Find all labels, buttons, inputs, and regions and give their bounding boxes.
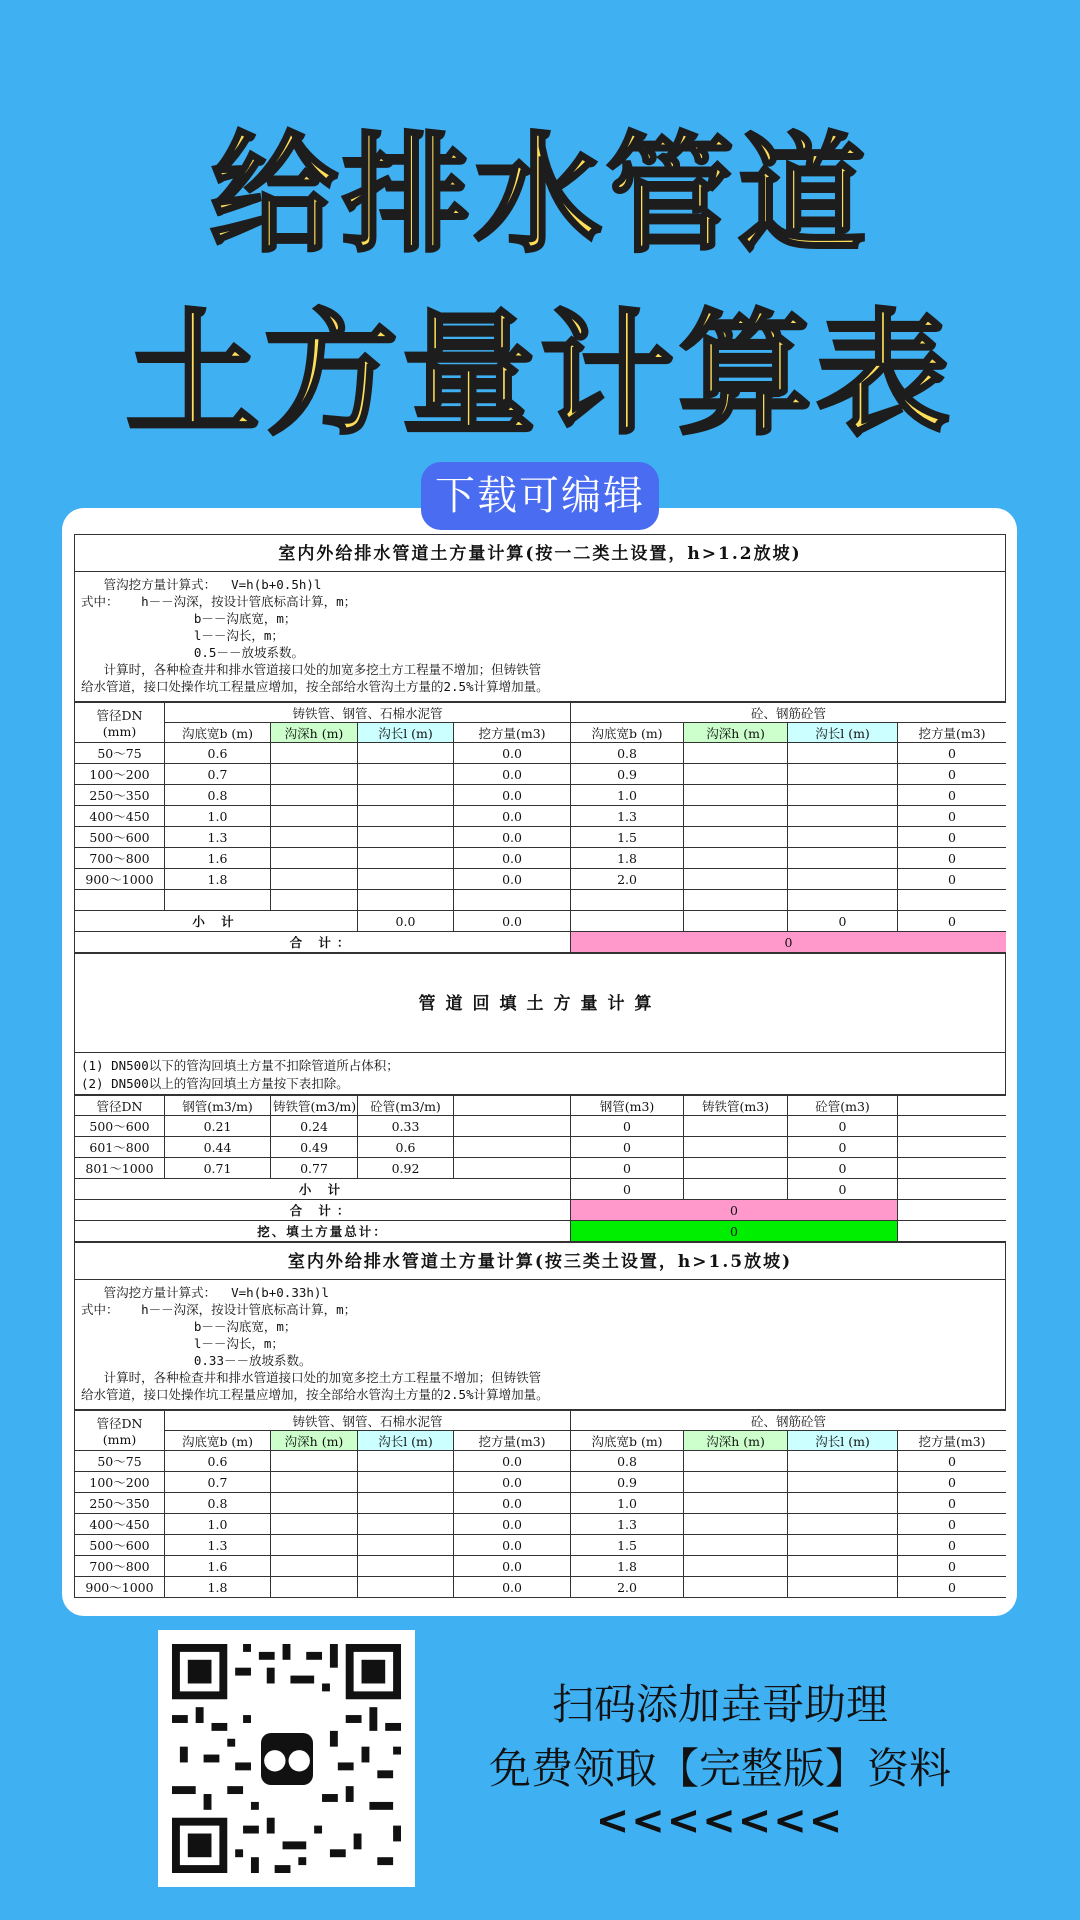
table-row	[75, 764, 1007, 785]
cta-line1: 扫码添加垚哥助理	[551, 1680, 888, 1729]
cell-length[interactable]	[358, 764, 454, 785]
col-dn-header: 管径DN (mm)	[75, 703, 165, 743]
cell-volume: 0	[898, 1556, 1006, 1577]
group2-header: 砼、钢筋砼管	[571, 1411, 1006, 1431]
subtotal-length: 0	[788, 911, 898, 932]
cell-conc-volume: 0	[788, 1137, 898, 1158]
cell-volume: 0.0	[454, 1535, 571, 1556]
cell-dn: 500～600	[75, 827, 165, 848]
table-row	[75, 1158, 1007, 1179]
cell-width[interactable]: 0.7	[165, 764, 271, 785]
cell-width[interactable]: 2.0	[571, 869, 684, 890]
backfill-notes: (1) DN500以下的管沟回填土方量不扣除管道所占体积； (2) DN500以上的管沟回填土方量按下表扣除。	[74, 1053, 1006, 1095]
cell-length[interactable]	[358, 806, 454, 827]
cell-length[interactable]	[788, 764, 898, 785]
wechat-icon: ●●	[261, 1733, 313, 1785]
col-width-header: 沟底宽b (m)	[571, 1431, 684, 1451]
cell-dn: 900～1000	[75, 1577, 165, 1598]
cell-volume: 0.0	[454, 869, 571, 890]
cell-depth[interactable]	[684, 806, 788, 827]
cell-width[interactable]: 1.8	[165, 1577, 271, 1598]
col-iron-header: 铸铁管(m3)	[684, 1096, 788, 1116]
cell-depth[interactable]	[684, 1535, 788, 1556]
cell-length[interactable]	[358, 1577, 454, 1598]
cell-length[interactable]	[358, 785, 454, 806]
total-value: 0	[571, 932, 1006, 953]
cell-length[interactable]	[358, 743, 454, 764]
subtotal-conc: 0	[788, 1179, 898, 1200]
cell-volume: 0.0	[454, 743, 571, 764]
cell-width[interactable]: 1.0	[165, 806, 271, 827]
cell-volume: 0	[898, 1451, 1006, 1472]
cell-width[interactable]: 0.8	[165, 785, 271, 806]
table-row	[75, 785, 1007, 806]
cell-width[interactable]: 0.7	[165, 1472, 271, 1493]
table-row	[75, 743, 1007, 764]
cell-volume: 0.0	[454, 806, 571, 827]
cell-volume: 0.0	[454, 785, 571, 806]
cell-depth[interactable]	[684, 1493, 788, 1514]
table-row	[75, 1514, 1007, 1535]
cell-volume: 0	[898, 1514, 1006, 1535]
cell-length[interactable]	[788, 1535, 898, 1556]
cell-width[interactable]: 1.3	[165, 1535, 271, 1556]
cell-depth[interactable]	[271, 764, 358, 785]
total-row	[75, 932, 1007, 953]
cell-dn: 50～75	[75, 1451, 165, 1472]
cell-dn: 100～200	[75, 764, 165, 785]
cell-depth[interactable]	[271, 1535, 358, 1556]
subtotal-label: 小 计	[75, 1179, 571, 1200]
cell-dn: 400～450	[75, 1514, 165, 1535]
section2-table	[74, 1410, 1006, 1598]
cell-dn: 900～1000	[75, 869, 165, 890]
cell-length[interactable]	[358, 1451, 454, 1472]
cell-length[interactable]	[788, 806, 898, 827]
cell-volume: 0	[898, 848, 1006, 869]
cell-depth[interactable]	[271, 848, 358, 869]
grand-total-row	[75, 1221, 1007, 1242]
cell-width[interactable]: 1.6	[165, 1556, 271, 1577]
cell-volume: 0	[898, 743, 1006, 764]
subtotal-row	[75, 911, 1007, 932]
cell-depth[interactable]	[271, 743, 358, 764]
cell-length[interactable]	[358, 1514, 454, 1535]
table-row	[75, 1451, 1007, 1472]
cell-conc: 0.92	[358, 1158, 454, 1179]
col-conc-unit-header: 砼管(m3/m)	[358, 1096, 454, 1116]
cell-volume: 0.0	[454, 827, 571, 848]
col-dn-header: 管径DN (mm)	[75, 1411, 165, 1451]
cell-width[interactable]: 1.3	[571, 1514, 684, 1535]
cell-dn: 100～200	[75, 1472, 165, 1493]
subtotal-steel: 0	[571, 1179, 684, 1200]
cta-arrows: <<<<<<<	[595, 1798, 845, 1844]
col-conc-header: 砼管(m3)	[788, 1096, 898, 1116]
section1-table	[74, 702, 1006, 953]
col-dn-header: 管径DN	[75, 1096, 165, 1116]
cell-volume: 0	[898, 764, 1006, 785]
cell-depth[interactable]	[684, 1514, 788, 1535]
cta-line2: 免费领取【完整版】资料	[488, 1744, 951, 1793]
cell-volume: 0.0	[454, 1556, 571, 1577]
cell-width[interactable]: 0.8	[571, 1451, 684, 1472]
cell-length[interactable]	[788, 869, 898, 890]
col-volume-header: 挖方量(m3)	[454, 723, 571, 743]
cell-depth[interactable]	[684, 1472, 788, 1493]
cell-depth[interactable]	[684, 1451, 788, 1472]
col-depth-header: 沟深h (m)	[271, 1431, 358, 1451]
col-volume-header: 挖方量(m3)	[898, 723, 1006, 743]
table-row	[75, 1577, 1007, 1598]
cell-width[interactable]: 1.3	[571, 806, 684, 827]
cell-depth[interactable]	[271, 1556, 358, 1577]
cell-width[interactable]: 0.8	[165, 1493, 271, 1514]
cell-conc: 0.6	[358, 1137, 454, 1158]
cell-conc-volume: 0	[788, 1158, 898, 1179]
cell-dn: 250～350	[75, 785, 165, 806]
cell-length[interactable]	[788, 1451, 898, 1472]
subtotal-row	[75, 1179, 1007, 1200]
group2-header: 砼、钢筋砼管	[571, 703, 1006, 723]
cell-volume: 0.0	[454, 848, 571, 869]
cell-volume: 0.0	[454, 1514, 571, 1535]
col-iron-unit-header: 铸铁管(m3/m)	[271, 1096, 358, 1116]
cell-length[interactable]	[358, 1556, 454, 1577]
table-row	[75, 848, 1007, 869]
cell-width[interactable]: 0.9	[571, 764, 684, 785]
cell-iron: 0.24	[271, 1116, 358, 1137]
cell-depth[interactable]	[684, 1577, 788, 1598]
col-length-header: 沟长l (m)	[788, 723, 898, 743]
col-width-header: 沟底宽b (m)	[165, 723, 271, 743]
grand-total-label: 挖、填土方量总计：	[75, 1221, 571, 1242]
cell-dn: 400～450	[75, 806, 165, 827]
table-row	[75, 1472, 1007, 1493]
cell-depth[interactable]	[271, 1472, 358, 1493]
cell-dn: 250～350	[75, 1493, 165, 1514]
cell-volume: 0	[898, 827, 1006, 848]
cell-dn: 500～600	[75, 1535, 165, 1556]
cell-width[interactable]: 1.0	[571, 1493, 684, 1514]
cell-width[interactable]: 1.0	[571, 785, 684, 806]
total-label: 合 计：	[75, 1200, 571, 1221]
cell-length[interactable]	[788, 1472, 898, 1493]
cell-conc: 0.33	[358, 1116, 454, 1137]
table-row	[75, 1535, 1007, 1556]
cell-width[interactable]: 2.0	[571, 1577, 684, 1598]
col-depth-header: 沟深h (m)	[684, 723, 788, 743]
total-row	[75, 1200, 1007, 1221]
cell-length[interactable]	[788, 1514, 898, 1535]
table-row	[75, 1116, 1007, 1137]
cell-dn: 700～800	[75, 1556, 165, 1577]
cell-dn: 500～600	[75, 1116, 165, 1137]
editable-badge: 下载可编辑	[421, 462, 659, 530]
cell-depth[interactable]	[271, 806, 358, 827]
cell-dn: 601～800	[75, 1137, 165, 1158]
cell-conc-volume: 0	[788, 1116, 898, 1137]
cell-width[interactable]: 1.8	[165, 869, 271, 890]
cell-volume: 0.0	[454, 764, 571, 785]
cell-iron: 0.49	[271, 1137, 358, 1158]
table-row	[75, 1493, 1007, 1514]
cell-length[interactable]	[358, 1493, 454, 1514]
cell-length[interactable]	[358, 1472, 454, 1493]
cell-depth[interactable]	[684, 1556, 788, 1577]
cell-depth[interactable]	[684, 785, 788, 806]
cell-length[interactable]	[788, 827, 898, 848]
cell-volume: 0	[898, 1472, 1006, 1493]
cell-steel-volume: 0	[571, 1158, 684, 1179]
table-row-empty	[75, 890, 1007, 911]
cell-width[interactable]: 1.3	[165, 827, 271, 848]
cell-depth[interactable]	[684, 743, 788, 764]
cell-depth[interactable]	[271, 827, 358, 848]
section2-title: 室内外给排水管道土方量计算(按三类土设置，h>1.5放坡)	[74, 1242, 1006, 1280]
subtotal-volume: 0.0	[454, 911, 571, 932]
cell-length[interactable]	[788, 1577, 898, 1598]
cell-depth[interactable]	[684, 869, 788, 890]
cell-depth[interactable]	[271, 1577, 358, 1598]
poster-headline-line1: 给排水管道	[209, 121, 870, 270]
table-row	[75, 1556, 1007, 1577]
group1-header: 铸铁管、钢管、石棉水泥管	[165, 703, 571, 723]
col-volume-header: 挖方量(m3)	[898, 1431, 1006, 1451]
total-label: 合 计：	[75, 932, 571, 953]
cell-depth[interactable]	[271, 1451, 358, 1472]
cell-volume: 0	[898, 1535, 1006, 1556]
table-row	[75, 806, 1007, 827]
subtotal-length: 0.0	[358, 911, 454, 932]
cell-width[interactable]: 0.6	[165, 1451, 271, 1472]
section2-notes: 管沟挖方量计算式： V=h(b+0.33h)l 式中： h－－沟深，按设计管底标高计算，m； b－－沟底宽，m； l－－沟长，m； 0.33－－放坡系数。 计算时，各种检查井和排水管道接口处的加宽多挖土方工程量不增加；但铸铁管 给水管道，接口处操作坑工程量应增加，按全部给水管沟土方量的2.5%计算增加量。	[74, 1280, 1006, 1410]
backfill-table	[74, 1095, 1006, 1242]
cell-volume: 0	[898, 785, 1006, 806]
cell-volume: 0	[898, 869, 1006, 890]
cell-length[interactable]	[358, 848, 454, 869]
col-length-header: 沟长l (m)	[358, 1431, 454, 1451]
qr-code[interactable]	[158, 1630, 415, 1887]
backfill-title: 管道回填土方量计算	[74, 953, 1006, 1053]
col-volume-header: 挖方量(m3)	[454, 1431, 571, 1451]
cell-width[interactable]: 1.8	[571, 848, 684, 869]
cell-depth[interactable]	[271, 785, 358, 806]
col-depth-header: 沟深h (m)	[271, 723, 358, 743]
poster-headline-line2: 土方量计算表	[125, 297, 954, 453]
cell-depth[interactable]	[271, 869, 358, 890]
cell-width[interactable]: 1.0	[165, 1514, 271, 1535]
spreadsheet-card	[62, 508, 1017, 1616]
cell-volume: 0	[898, 806, 1006, 827]
cell-depth[interactable]	[271, 1493, 358, 1514]
cell-length[interactable]	[358, 827, 454, 848]
section1-title: 室内外给排水管道土方量计算(按一二类土设置，h>1.2放坡)	[74, 534, 1006, 572]
col-steel-header: 钢管(m3)	[571, 1096, 684, 1116]
cell-volume: 0.0	[454, 1472, 571, 1493]
cell-length[interactable]	[358, 1535, 454, 1556]
cell-width[interactable]: 0.9	[571, 1472, 684, 1493]
spreadsheet	[74, 534, 1006, 1614]
cell-length[interactable]	[788, 1556, 898, 1577]
col-steel-unit-header: 钢管(m3/m)	[165, 1096, 271, 1116]
cell-width[interactable]: 0.6	[165, 743, 271, 764]
col-width-header: 沟底宽b (m)	[571, 723, 684, 743]
table-row	[75, 827, 1007, 848]
cell-dn: 700～800	[75, 848, 165, 869]
total-value: 0	[571, 1200, 898, 1221]
col-width-header: 沟底宽b (m)	[165, 1431, 271, 1451]
cell-steel-volume: 0	[571, 1137, 684, 1158]
grand-total-value: 0	[571, 1221, 898, 1242]
cell-volume: 0	[898, 1493, 1006, 1514]
cell-width[interactable]: 0.8	[571, 743, 684, 764]
cell-steel-volume: 0	[571, 1116, 684, 1137]
cell-width[interactable]: 1.6	[165, 848, 271, 869]
cell-volume: 0	[898, 1577, 1006, 1598]
cell-dn: 801～1000	[75, 1158, 165, 1179]
cell-dn: 50～75	[75, 743, 165, 764]
cell-volume: 0.0	[454, 1493, 571, 1514]
cell-width[interactable]: 1.5	[571, 1535, 684, 1556]
cell-iron: 0.77	[271, 1158, 358, 1179]
table-row	[75, 869, 1007, 890]
table-row	[75, 1137, 1007, 1158]
cell-depth[interactable]	[684, 764, 788, 785]
cell-length[interactable]	[788, 785, 898, 806]
col-depth-header: 沟深h (m)	[684, 1431, 788, 1451]
subtotal-label: 小 计	[75, 911, 358, 932]
cell-volume: 0.0	[454, 1577, 571, 1598]
section1-notes: 管沟挖方量计算式： V=h(b+0.5h)l 式中： h－－沟深，按设计管底标高计算，m； b－－沟底宽，m； l－－沟长，m； 0.5－－放坡系数。 计算时，各种检查井和排水管道接口处的加宽多挖土方工程量不增加；但铸铁管 给水管道，接口处操作坑工程量应增加，按全部给水管沟土方量的2.5%计算增加量。	[74, 572, 1006, 702]
cell-steel: 0.71	[165, 1158, 271, 1179]
cell-length[interactable]	[788, 743, 898, 764]
group1-header: 铸铁管、钢管、石棉水泥管	[165, 1411, 571, 1431]
cell-length[interactable]	[788, 848, 898, 869]
cell-length[interactable]	[358, 869, 454, 890]
subtotal-volume: 0	[898, 911, 1006, 932]
col-length-header: 沟长l (m)	[358, 723, 454, 743]
cell-depth[interactable]	[684, 827, 788, 848]
cell-depth[interactable]	[271, 1514, 358, 1535]
col-length-header: 沟长l (m)	[788, 1431, 898, 1451]
cell-steel: 0.44	[165, 1137, 271, 1158]
cell-depth[interactable]	[684, 848, 788, 869]
cell-volume: 0.0	[454, 1451, 571, 1472]
cell-width[interactable]: 1.8	[571, 1556, 684, 1577]
cell-length[interactable]	[788, 1493, 898, 1514]
cell-width[interactable]: 1.5	[571, 827, 684, 848]
cell-steel: 0.21	[165, 1116, 271, 1137]
